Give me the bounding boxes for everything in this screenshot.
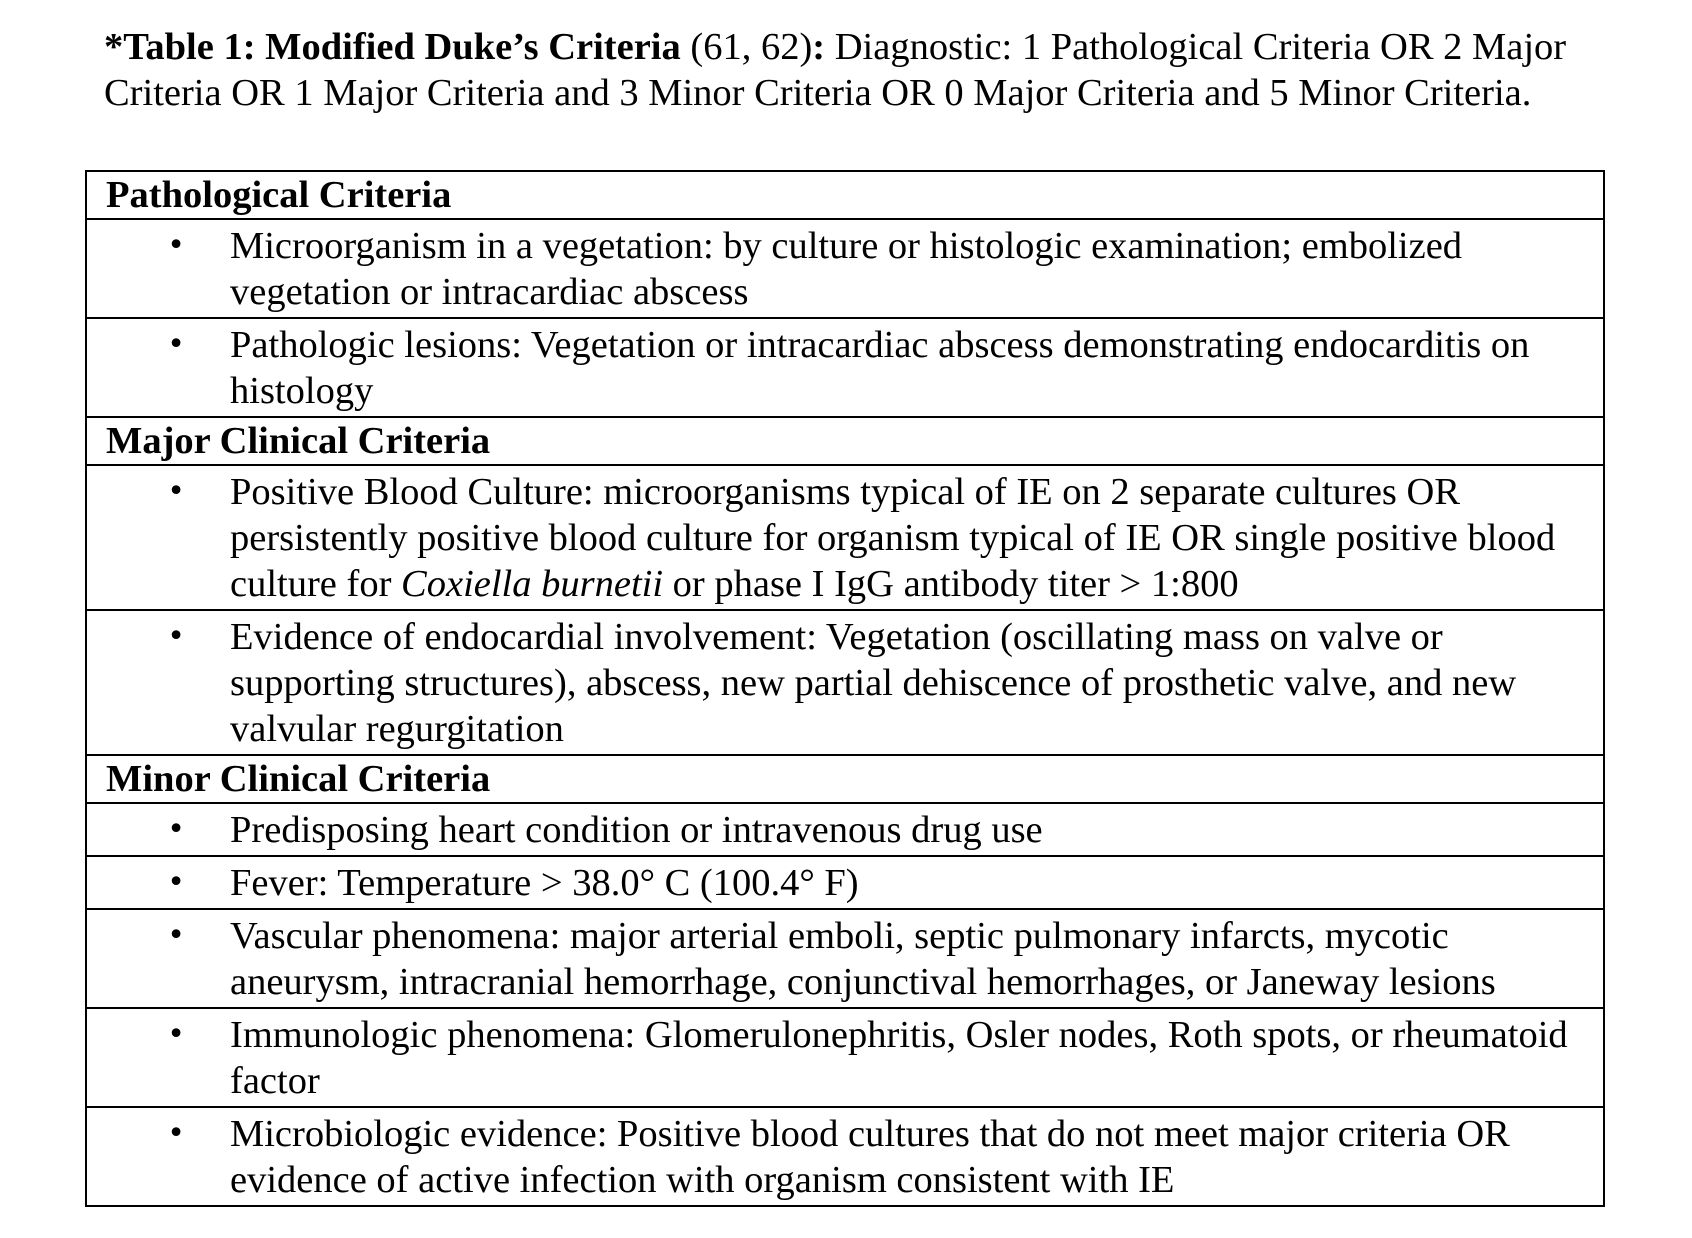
table-row — [86, 610, 1604, 755]
criterion-text: Evidence of endocardial involvement: Vegetation (oscillating mass on valve or supporting structures), abscess, new partial dehiscence of prosthetic valve, and new valvular regurgitation — [230, 616, 1517, 750]
list-item — [87, 804, 1603, 855]
criterion-text: Microorganism in a vegetation: by culture or histologic examination; embolized vegetation or intracardiac abscess — [230, 225, 1463, 313]
bullet-icon: • — [167, 1116, 185, 1151]
criterion-text: Immunologic phenomena: Glomerulonephritis, Osler nodes, Roth spots, or rheumatoid factor — [230, 1014, 1568, 1102]
bullet-icon: • — [167, 1017, 185, 1052]
list-item — [87, 857, 1603, 908]
list-item — [87, 910, 1603, 1007]
criterion-text-part: Positive Blood Culture: microorganisms typical of IE on 2 separate cultures OR persistently positive blood culture for organism typical of IE OR single positive blood culture for — [230, 471, 1556, 605]
bullet-icon: • — [167, 327, 185, 362]
table-row — [86, 465, 1604, 610]
criterion-text: Pathologic lesions: Vegetation or intracardiac abscess demonstrating endocarditis on histology — [230, 324, 1530, 412]
list-item — [87, 319, 1603, 416]
organism-name: Coxiella burnetii — [401, 563, 664, 605]
bullet-icon: • — [167, 228, 185, 263]
list-item — [87, 220, 1603, 317]
criterion-text: Vascular phenomena: major arterial emboli, septic pulmonary infarcts, mycotic aneurysm, intracranial hemorrhage, conjunctival hemorrhages, or Janeway lesions — [230, 915, 1496, 1003]
section-heading: Major Clinical Criteria — [86, 417, 1604, 465]
caption-colon: : — [812, 26, 826, 68]
table-row — [86, 318, 1604, 417]
caption-text: Diagnostic: 1 Pathological Criteria OR 2 Major Criteria OR 1 Major Criteria and 3 Minor Criteria OR 0 Major Criteria and 5 Minor Criteria. — [104, 26, 1567, 114]
table-row — [86, 219, 1604, 318]
section-header-pathological — [86, 171, 1604, 219]
bullet-icon: • — [167, 619, 185, 654]
caption-label: *Table 1: Modified Duke’s Criteria — [104, 26, 681, 68]
bullet-icon: • — [167, 918, 185, 953]
list-item — [87, 611, 1603, 754]
section-header-major — [86, 417, 1604, 465]
bullet-icon: • — [167, 865, 185, 900]
bullet-icon: • — [167, 474, 185, 509]
section-heading: Pathological Criteria — [86, 171, 1604, 219]
criterion-text: Fever: Temperature > 38.0° C (100.4° F) — [230, 862, 859, 904]
table-row — [86, 909, 1604, 1008]
caption-references: (61, 62) — [680, 26, 813, 68]
bullet-icon: • — [167, 812, 185, 847]
table-row — [86, 1107, 1604, 1206]
list-item — [87, 466, 1603, 609]
criterion-text: Predisposing heart condition or intravenous drug use — [230, 809, 1043, 851]
table-row — [86, 856, 1604, 909]
table-row — [86, 1008, 1604, 1107]
criteria-table — [85, 170, 1605, 1207]
table-caption — [104, 24, 1624, 116]
section-header-minor — [86, 755, 1604, 803]
list-item — [87, 1009, 1603, 1106]
criterion-text — [230, 469, 1603, 607]
criterion-text-part: or phase I IgG antibody titer > 1:800 — [663, 563, 1239, 605]
criterion-text: Microbiologic evidence: Positive blood cultures that do not meet major criteria OR evidence of active infection with organism consistent with IE — [230, 1113, 1510, 1201]
list-item — [87, 1108, 1603, 1205]
table-row — [86, 803, 1604, 856]
section-heading: Minor Clinical Criteria — [86, 755, 1604, 803]
